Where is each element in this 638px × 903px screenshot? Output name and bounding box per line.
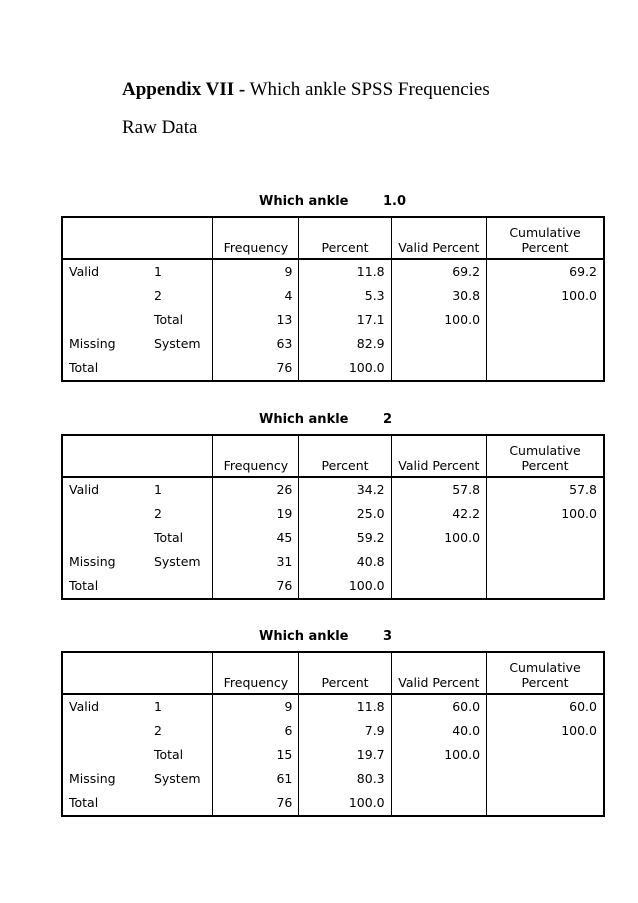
row-group: Valid [69,482,100,497]
row-group: Total [69,360,99,375]
cell-percent: 40.8 [299,550,391,574]
header-blank [148,435,213,477]
header-percent: Percent [299,217,391,259]
cell-frequency: 63 [213,332,299,356]
table-row [62,694,604,719]
row-category: Total [153,747,184,762]
cell-cumulative-percent [487,308,604,332]
cell-percent: 5.3 [299,284,391,308]
cell-percent: 11.8 [299,259,391,284]
table-row [62,767,604,791]
header-cumulative-line1: Cumulative [509,443,581,458]
row-category [148,356,213,381]
row-group: Total [69,795,99,810]
heading-bold: Appendix VII - [122,79,246,100]
row-category: 2 [153,506,162,521]
header-cumulative-percent [487,217,604,259]
cell-frequency: 76 [213,574,299,599]
header-row [62,652,604,694]
header-blank [148,652,213,694]
row-category: 1 [153,699,162,714]
header-cumulative-line2: Percent [521,240,569,255]
cell-cumulative-percent: 60.0 [487,694,604,719]
table-title-label: Which ankle [259,194,349,209]
header-valid-percent: Valid Percent [391,652,486,694]
cell-cumulative-percent [487,574,604,599]
table-row [62,259,604,284]
cell-frequency: 26 [213,477,299,502]
cell-valid-percent: 30.8 [391,284,486,308]
header-cumulative-line2: Percent [521,458,569,473]
header-row [62,217,604,259]
cell-percent: 80.3 [299,767,391,791]
cell-cumulative-percent [487,743,604,767]
header-row [62,435,604,477]
row-category: Total [153,530,184,545]
row-group [62,526,148,550]
cell-valid-percent: 57.8 [391,477,486,502]
cell-percent: 59.2 [299,526,391,550]
cell-frequency: 76 [213,356,299,381]
header-blank [62,652,148,694]
cell-valid-percent [391,791,486,816]
header-frequency: Frequency [213,217,299,259]
header-percent: Percent [299,435,391,477]
cell-frequency: 15 [213,743,299,767]
cell-cumulative-percent: 100.0 [487,719,604,743]
header-cumulative-line2: Percent [521,675,569,690]
row-group [62,719,148,743]
row-group [62,502,148,526]
row-category: 1 [153,264,162,279]
row-category [148,574,213,599]
row-group [62,743,148,767]
cell-valid-percent: 69.2 [391,259,486,284]
table-title-value: 1.0 [383,194,407,209]
cell-cumulative-percent [487,356,604,381]
cell-frequency: 9 [213,259,299,284]
table-title-label: Which ankle [259,412,349,427]
cell-cumulative-percent [487,526,604,550]
table-title-value: 2 [383,412,393,427]
cell-frequency: 13 [213,308,299,332]
cell-percent: 100.0 [299,791,391,816]
header-percent: Percent [299,652,391,694]
cell-valid-percent: 42.2 [391,502,486,526]
cell-cumulative-percent [487,332,604,356]
header-blank [148,217,213,259]
row-category: 2 [153,288,162,303]
cell-cumulative-percent [487,767,604,791]
row-group: Missing [69,771,116,786]
cell-percent: 11.8 [299,694,391,719]
cell-valid-percent: 100.0 [391,743,486,767]
table-row [62,791,604,816]
table-row [62,502,604,526]
table-row [62,308,604,332]
cell-percent: 17.1 [299,308,391,332]
table-row [62,574,604,599]
table-title-label: Which ankle [259,629,349,644]
cell-frequency: 45 [213,526,299,550]
frequency-table [61,216,605,382]
cell-frequency: 31 [213,550,299,574]
header-valid-percent: Valid Percent [391,217,486,259]
row-group: Missing [69,336,116,351]
row-category: System [153,554,201,569]
table-row [62,477,604,502]
frequency-table [61,651,605,817]
cell-cumulative-percent [487,791,604,816]
cell-percent: 34.2 [299,477,391,502]
table-row [62,550,604,574]
row-category: Total [153,312,184,327]
row-category: 2 [153,723,162,738]
header-cumulative-percent [487,652,604,694]
table-row [62,526,604,550]
cell-percent: 100.0 [299,356,391,381]
cell-percent: 100.0 [299,574,391,599]
header-cumulative-line1: Cumulative [509,660,581,675]
row-category: System [153,771,201,786]
row-group [62,308,148,332]
header-blank [62,217,148,259]
header-blank [62,435,148,477]
cell-valid-percent [391,332,486,356]
cell-frequency: 6 [213,719,299,743]
table-title-value: 3 [383,629,393,644]
cell-cumulative-percent: 100.0 [487,502,604,526]
cell-cumulative-percent: 100.0 [487,284,604,308]
cell-valid-percent [391,767,486,791]
row-category: System [153,336,201,351]
row-group: Missing [69,554,116,569]
row-group [62,284,148,308]
cell-cumulative-percent: 57.8 [487,477,604,502]
header-cumulative-line1: Cumulative [509,225,581,240]
heading-rest: Which ankle SPSS Frequencies [249,79,490,100]
cell-valid-percent: 100.0 [391,526,486,550]
table-row [62,332,604,356]
cell-frequency: 19 [213,502,299,526]
cell-cumulative-percent: 69.2 [487,259,604,284]
cell-frequency: 61 [213,767,299,791]
row-category [148,791,213,816]
table-row [62,719,604,743]
table-row [62,356,604,381]
cell-percent: 25.0 [299,502,391,526]
header-cumulative-percent [487,435,604,477]
table-row [62,284,604,308]
cell-valid-percent: 60.0 [391,694,486,719]
cell-percent: 82.9 [299,332,391,356]
frequency-table [61,434,605,600]
cell-valid-percent: 40.0 [391,719,486,743]
cell-percent: 7.9 [299,719,391,743]
cell-valid-percent [391,574,486,599]
header-frequency: Frequency [213,435,299,477]
row-group: Total [69,578,99,593]
cell-valid-percent [391,550,486,574]
cell-valid-percent [391,356,486,381]
row-group: Valid [69,699,100,714]
cell-frequency: 4 [213,284,299,308]
cell-valid-percent: 100.0 [391,308,486,332]
row-category: 1 [153,482,162,497]
cell-percent: 19.7 [299,743,391,767]
header-valid-percent: Valid Percent [391,435,486,477]
cell-cumulative-percent [487,550,604,574]
row-group: Valid [69,264,100,279]
page-subheading: Raw Data [122,117,198,138]
cell-frequency: 76 [213,791,299,816]
header-frequency: Frequency [213,652,299,694]
table-row [62,743,604,767]
cell-frequency: 9 [213,694,299,719]
page-heading [122,78,490,102]
